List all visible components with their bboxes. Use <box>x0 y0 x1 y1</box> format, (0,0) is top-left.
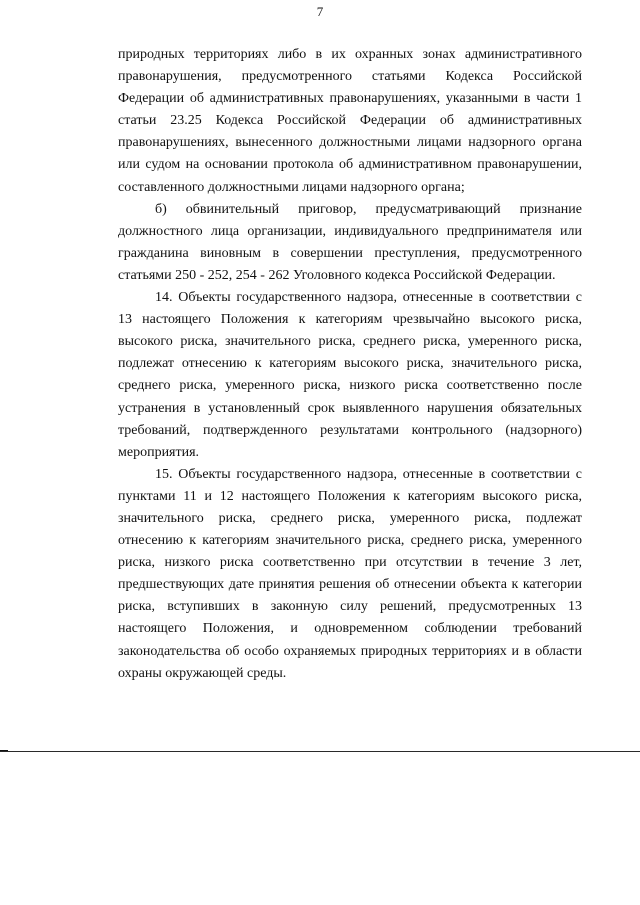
paragraph-item-b: б) обвинительный приговор, предусматривающий признание должностного лица организации, индивидуального предпринимателя или гражданина виновным в совершении преступления, предусмотренного статьями 250 - 252, 254 - 262 Уголовного кодекса Российской Федерации. <box>118 201 582 283</box>
document-body <box>118 44 582 685</box>
paragraph-14: 14. Объекты государственного надзора, отнесенные в соответствии с 13 настоящего Положения к категориям чрезвычайно высокого риска, высокого риска, значительного риска, среднего риска, умеренного риска, подлежат отнесению к категориям высокого риска, значительного риска, среднего риска, умеренного риска, низкого риска соответственно после устранения в установленный срок выявленного нарушения обязательных требований, подтвержденного результатами контрольного (надзорного) мероприятия. <box>118 290 582 460</box>
paragraph-15: 15. Объекты государственного надзора, отнесенные в соответствии с пунктами 11 и 12 настоящего Положения к категориям высокого риска, значительного риска, среднего риска, умеренного риска, подлежат отнесению к категориям значительного риска, среднего риска, умеренного риска, низкого риска соответственно при отсутствии в течение 3 лет, предшествующих дате принятия решения об отнесении объекта к категории риска, вступивших в законную силу решений, предусмотренных 13 настоящего Положения, и одновременном соблюдении требований законодательства об особо охраняемых природных территориях и в области охраны окружающей среды. <box>118 466 582 681</box>
paragraph-continuation: природных территориях либо в их охранных зонах административного правонарушения, предусмотренного статьями Кодекса Российской Федерации об административных правонарушениях, указанными в части 1 статьи 23.25 Кодекса Российской Федерации об административных правонарушениях, вынесенного должностными лицами надзорного органа или судом на основании протокола об административном правонарушении, составленного должностными лицами надзорного органа; <box>118 47 582 195</box>
page-divider-line <box>0 751 640 752</box>
page-number: 7 <box>316 4 324 19</box>
